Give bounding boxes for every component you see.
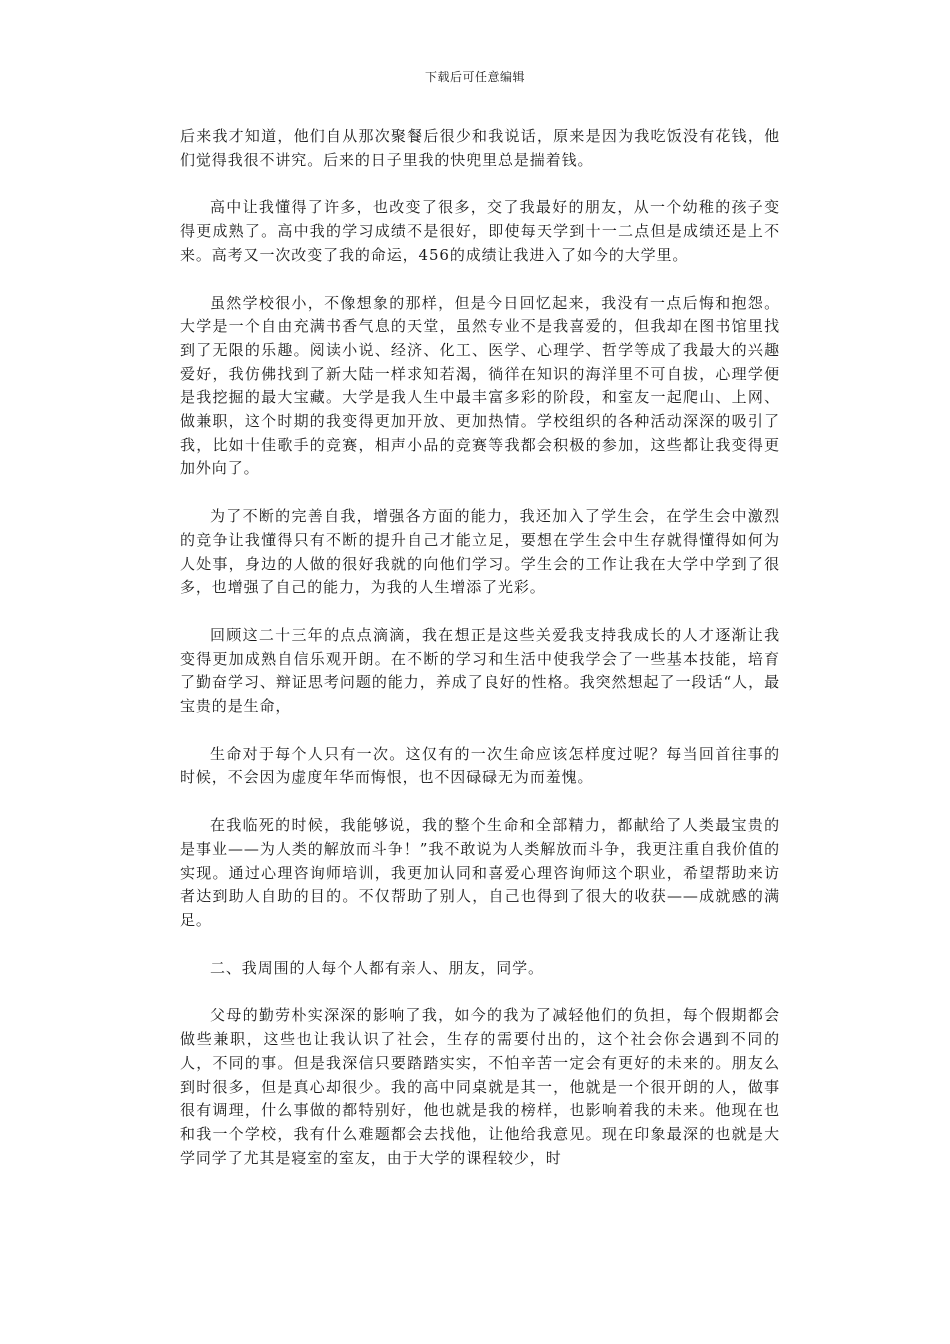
paragraph-2: 高中让我懂得了许多，也改变了很多，交了我最好的朋友，从一个幼稚的孩子变得更成熟了。高中我的学习成绩不是很好，即使每天学到十一二点但是成绩还是上不来。高考又一次改变了我的命运，456的成绩让我进入了如今的大学里。	[180, 198, 780, 264]
paragraph-7: 在我临死的时候，我能够说，我的整个生命和全部精力，都献给了人类最宝贵的是事业——为人类的解放而斗争！”我不敢说为人类解放而斗争，我更注重自我价值的实现。通过心理咨询师培训，我更加认同和喜爱心理咨询师这个职业，希望帮助来访者达到助人自助的目的。不仅帮助了别人，自己也得到了很大的收获——成就感的满足。	[180, 816, 780, 929]
paragraph-1: 后来我才知道，他们自从那次聚餐后很少和我说话，原来是因为我吃饭没有花钱，他们觉得我很不讲究。后来的日子里我的快兜里总是揣着钱。	[180, 127, 780, 169]
paragraph-3: 虽然学校很小，不像想象的那样，但是今日回忆起来，我没有一点后悔和抱怨。大学是一个自由充满书香气息的天堂，虽然专业不是我喜爱的，但我却在图书馆里找到了无限的乐趣。阅读小说、经济、化工、医学、心理学、哲学等成了我最大的兴趣爱好，我仿佛找到了新大陆一样求知若渴，徜徉在知识的海洋里不可自拔，心理学便是我挖掘的最大宝藏。大学是我人生中最丰富多彩的阶段，和室友一起爬山、上网、做兼职，这个时期的我变得更加开放、更加热情。学校组织的各种活动深深的吸引了我，比如十佳歌手的竞赛，相声小品的竞赛等我都会积极的参加，这些都让我变得更加外向了。	[180, 293, 780, 478]
paragraph-4: 为了不断的完善自我，增强各方面的能力，我还加入了学生会，在学生会中激烈的竞争让我懂得只有不断的提升自己才能立足，要想在学生会中生存就得懂得如何为人处事，身边的人做的很好我就的向他们学习。学生会的工作让我在大学中学到了很多，也增强了自己的能力，为我的人生增添了光彩。	[180, 507, 780, 597]
paragraph-8: 父母的勤劳朴实深深的影响了我，如今的我为了减轻他们的负担，每个假期都会做些兼职，这些也让我认识了社会，生存的需要付出的，这个社会你会遇到不同的人，不同的事。但是我深信只要踏踏实实，不怕辛苦一定会有更好的未来的。朋友么到时很多，但是真心却很少。我的高中同桌就是其一，他就是一个很开朗的人，做事很有调理，什么事做的都特别好，他也就是我的榜样，也影响着我的未来。他现在也和我一个学校，我有什么难题都会去找他，让他给我意见。现在印象最深的也就是大学同学了尤其是寝室的室友，由于大学的课程较少，时	[180, 1006, 780, 1167]
document-body	[180, 125, 780, 1194]
section-heading: 二、我周围的人每个人都有亲人、朋友，同学。	[210, 958, 544, 977]
paragraph-5: 回顾这二十三年的点点滴滴，我在想正是这些关爱我支持我成长的人才逐渐让我变得更加成熟自信乐观开朗。在不断的学习和生活中使我学会了一些基本技能，培育了勤奋学习、辩证思考问题的能力，养成了良好的性格。我突然想起了一段话“人，最宝贵的是生命，	[180, 625, 780, 716]
paragraph-6: 生命对于每个人只有一次。这仅有的一次生命应该怎样度过呢？每当回首往事的时候，不会因为虚度年华而悔恨，也不因碌碌无为而羞愧。	[180, 744, 780, 787]
page-header: 下载后可任意编辑	[424, 70, 525, 84]
